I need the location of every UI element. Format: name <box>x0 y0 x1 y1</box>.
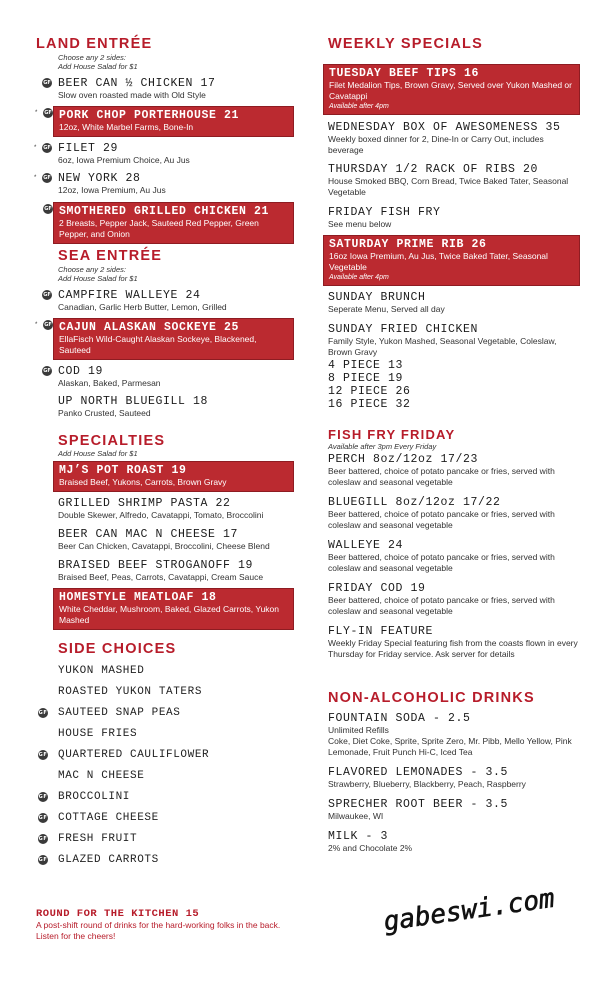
specialties-section <box>36 433 294 630</box>
item-desc: Beer battered, choice of potato pancake or fries, served with coleslaw and seasonal vegetable <box>328 552 555 573</box>
side-item <box>38 854 294 867</box>
drinks-title: NON-ALCOHOLIC DRINKS <box>328 690 535 706</box>
drinks-section <box>328 690 580 854</box>
fish-fry-section <box>328 427 580 660</box>
side-item-label: FRESH FRUIT <box>58 833 138 845</box>
item-desc: Beer battered, choice of potato pancake or fries, served with coleslaw and seasonal vegetable <box>328 466 555 487</box>
right-column <box>326 36 580 854</box>
menu-item <box>43 289 294 313</box>
side-choices-section <box>36 641 294 867</box>
menu-item <box>328 798 580 822</box>
item-name: FRIDAY FISH FRY <box>328 206 441 219</box>
menu-item <box>328 539 580 574</box>
item-desc: 12oz, Iowa Premium, Au Jus <box>58 185 166 195</box>
item-name: UP NORTH BLUEGILL 18 <box>58 395 209 408</box>
item-desc: Panko Crusted, Sauteed <box>58 408 151 418</box>
gluten-free-icon: GF <box>43 80 51 86</box>
item-desc: Double Skewer, Alfredo, Cavatappi, Tomato, Broccolini <box>58 510 264 520</box>
side-item: YUKON MASHED <box>58 665 145 677</box>
land-note-salad: Add House Salad for $1 <box>58 62 138 71</box>
item-desc: Weekly Friday Special featuring fish from the coasts flown in every Thursday for Friday service. Ask server for details <box>328 638 578 659</box>
fish-fry-note: Available after 3pm Every Friday <box>328 442 437 451</box>
item-name: SPRECHER ROOT BEER - 3.5 <box>328 798 509 811</box>
item-desc: Canadian, Garlic Herb Butter, Lemon, Grilled <box>58 302 227 312</box>
item-desc: Family Style, Yukon Mashed, Seasonal Vegetable, Coleslaw, Brown Gravy <box>328 336 557 357</box>
menu-item <box>328 453 580 488</box>
item-name: TUESDAY BEEF TIPS 16 <box>329 67 480 80</box>
gluten-free-icon: GF <box>43 368 51 374</box>
left-column <box>36 36 294 867</box>
item-name: FILET 29 <box>58 142 119 155</box>
item-name: BEER CAN ½ CHICKEN 17 <box>58 77 216 90</box>
item-desc: Beer Can Chicken, Cavatappi, Broccolini, Cheese Blend <box>58 541 270 551</box>
menu-item-featured <box>323 64 580 115</box>
menu-item-featured <box>53 461 294 492</box>
menu-item <box>58 497 294 521</box>
piece-option: 16 PIECE 32 <box>328 398 411 411</box>
item-desc: Milwaukee, WI <box>328 811 384 821</box>
gluten-free-icon: GF <box>43 175 51 181</box>
gluten-free-icon: GF <box>38 857 48 863</box>
land-note-sides: Choose any 2 sides: <box>58 53 126 62</box>
menu-item <box>328 121 580 156</box>
menu-item <box>328 830 580 854</box>
menu-item <box>328 206 580 230</box>
item-desc: 6oz, Iowa Premium Choice, Au Jus <box>58 155 190 165</box>
gluten-free-icon: GF <box>38 794 48 800</box>
item-name: CAJUN ALASKAN SOCKEYE 25 <box>59 321 240 334</box>
fish-fry-title: FISH FRY FRIDAY <box>328 427 456 442</box>
item-name: SATURDAY PRIME RIB 26 <box>329 238 487 251</box>
side-item <box>38 833 294 846</box>
item-name: PORK CHOP PORTERHOUSE 21 <box>59 109 240 122</box>
side-item <box>38 707 294 720</box>
item-desc: Beer battered, choice of potato pancake or fries, served with coleslaw and seasonal vegetable <box>328 509 555 530</box>
item-name: SMOTHERED GRILLED CHICKEN 21 <box>59 205 270 218</box>
kitchen-desc: A post-shift round of drinks for the hard-working folks in the back. Listen for the cheers! <box>36 920 281 941</box>
weekly-specials-section <box>326 36 580 411</box>
land-entree-title: LAND ENTRÉE <box>36 36 153 52</box>
menu-item <box>328 766 580 790</box>
menu-item-featured <box>323 235 580 286</box>
gluten-free-icon: GF <box>44 110 52 116</box>
item-desc: House Smoked BBQ, Corn Bread, Twice Baked Tater, Seasonal Vegetable <box>328 176 569 197</box>
side-item <box>38 749 294 762</box>
item-name: BLUEGILL 8oz/12oz 17/22 <box>328 496 501 509</box>
specialties-title: SPECIALTIES <box>58 433 166 449</box>
item-name: SUNDAY BRUNCH <box>328 291 426 304</box>
item-name: FLAVORED LEMONADES - 3.5 <box>328 766 509 779</box>
item-desc: See menu below <box>328 219 392 229</box>
item-name: FLY-IN FEATURE <box>328 625 434 638</box>
menu-item <box>34 142 294 166</box>
side-item: HOUSE FRIES <box>58 728 138 740</box>
gluten-free-icon: GF <box>38 836 48 842</box>
item-name: SUNDAY FRIED CHICKEN <box>328 323 479 336</box>
item-desc: 2% and Chocolate 2% <box>328 843 413 853</box>
sea-note-salad: Add House Salad for $1 <box>58 274 138 283</box>
item-desc: EllaFisch Wild-Caught Alaskan Sockeye, Blackened, Sauteed <box>59 334 257 355</box>
item-desc: 2 Breasts, Pepper Jack, Sauteed Red Pepper, Green Pepper, and Onion <box>59 218 259 239</box>
round-for-kitchen <box>36 908 286 942</box>
menu-item <box>328 323 580 358</box>
item-name: THURSDAY 1/2 RACK OF RIBS 20 <box>328 163 539 176</box>
gluten-free-icon: GF <box>38 752 48 758</box>
item-desc: Braised Beef, Peas, Carrots, Cavatappi, Cream Sauce <box>58 572 264 582</box>
menu-item <box>328 712 580 758</box>
menu-item <box>328 496 580 531</box>
side-item <box>38 791 294 804</box>
logo-text: gabeswi.com <box>381 883 557 938</box>
piece-option: 12 PIECE 26 <box>328 385 411 398</box>
star-icon: * <box>34 175 37 181</box>
item-desc: Weekly boxed dinner for 2, Dine-In or Carry Out, includes beverage <box>328 134 544 155</box>
menu-item-featured <box>35 318 294 360</box>
item-desc: Unlimited Refills <box>328 725 389 735</box>
menu-item <box>58 559 294 583</box>
item-desc: Alaskan, Baked, Parmesan <box>58 378 161 388</box>
side-item-label: COTTAGE CHEESE <box>58 812 159 824</box>
menu-item <box>43 365 294 389</box>
side-item-label: GLAZED CARROTS <box>58 854 159 866</box>
item-name: MILK - 3 <box>328 830 389 843</box>
item-desc-flavors: Coke, Diet Coke, Sprite, Sprite Zero, Mr. Pibb, Mello Yellow, Pink Lemonade, Fruit Punch Hi-C, Iced Tea <box>328 736 572 757</box>
item-desc: 12oz, White Marbel Farms, Bone-In <box>59 122 194 132</box>
weekly-specials-title: WEEKLY SPECIALS <box>328 36 483 52</box>
gluten-free-icon: GF <box>44 322 52 328</box>
gluten-free-icon: GF <box>38 710 48 716</box>
menu-item <box>58 528 294 552</box>
item-name: GRILLED SHRIMP PASTA 22 <box>58 497 231 510</box>
menu-item-featured <box>44 202 294 244</box>
menu-item <box>328 582 580 617</box>
land-entree-section <box>36 36 294 244</box>
side-item <box>38 812 294 825</box>
item-name: WALLEYE 24 <box>328 539 404 552</box>
menu-item <box>328 163 580 198</box>
gluten-free-icon: GF <box>43 145 51 151</box>
item-name: BRAISED BEEF STROGANOFF 19 <box>58 559 254 572</box>
menu-item-featured <box>53 588 294 630</box>
side-item: ROASTED YUKON TATERS <box>58 686 203 698</box>
item-name: BEER CAN MAC N CHEESE 17 <box>58 528 239 541</box>
star-icon: * <box>34 145 37 151</box>
item-desc: Strawberry, Blueberry, Blackberry, Peach, Raspberry <box>328 779 526 789</box>
menu-item <box>58 395 294 419</box>
item-desc: Braised Beef, Yukons, Carrots, Brown Gravy <box>59 477 227 487</box>
item-name: PERCH 8oz/12oz 17/23 <box>328 453 479 466</box>
item-name: FRIDAY COD 19 <box>328 582 426 595</box>
side-item-label: BROCCOLINI <box>58 791 131 803</box>
item-name: COD 19 <box>58 365 104 378</box>
star-icon: * <box>35 110 38 116</box>
star-icon: * <box>35 322 38 328</box>
item-desc: Filet Medalion Tips, Brown Gravy, Served over Yukon Mashed or Cavatappi <box>329 80 572 101</box>
gluten-free-icon: GF <box>44 206 52 212</box>
item-desc: Slow oven roasted made with Old Style <box>58 90 206 100</box>
item-name: CAMPFIRE WALLEYE 24 <box>58 289 201 302</box>
gluten-free-icon: GF <box>43 292 51 298</box>
menu-item <box>328 291 580 315</box>
item-desc: White Cheddar, Mushroom, Baked, Glazed Carrots, Yukon Mashed <box>59 604 280 625</box>
sea-entree-title: SEA ENTRÉE <box>58 248 163 264</box>
item-desc: Seperate Menu, Served all day <box>328 304 445 314</box>
item-name: NEW YORK 28 <box>58 172 141 185</box>
specialties-note: Add House Salad for $1 <box>58 449 138 458</box>
piece-option: 8 PIECE 19 <box>328 372 404 385</box>
item-note: Available after 4pm <box>329 103 389 110</box>
menu-item <box>34 172 294 196</box>
side-item-label: QUARTERED CAULIFLOWER <box>58 749 210 761</box>
menu-item <box>43 77 294 101</box>
item-desc: 16oz Iowa Premium, Au Jus, Twice Baked Tater, Seasonal Vegetable <box>329 251 548 272</box>
piece-option: 4 PIECE 13 <box>328 359 404 372</box>
gluten-free-icon: GF <box>38 815 48 821</box>
item-note: Available after 4pm <box>329 274 389 281</box>
sea-note-sides: Choose any 2 sides: <box>58 265 126 274</box>
menu-item <box>328 625 580 660</box>
item-name: FOUNTAIN SODA - 2.5 <box>328 712 471 725</box>
item-name: WEDNESDAY BOX OF AWESOMENESS 35 <box>328 121 561 134</box>
sea-entree-section <box>36 248 294 419</box>
gabeswi-logo <box>378 872 557 938</box>
side-item-label: SAUTEED SNAP PEAS <box>58 707 181 719</box>
kitchen-title: ROUND FOR THE KITCHEN 15 <box>36 908 200 920</box>
item-name: MJ’S POT ROAST 19 <box>59 464 187 477</box>
item-name: HOMESTYLE MEATLOAF 18 <box>59 591 217 604</box>
side-item: MAC N CHEESE <box>58 770 145 782</box>
side-choices-title: SIDE CHOICES <box>58 641 177 657</box>
item-desc: Beer battered, choice of potato pancake or fries, served with coleslaw and seasonal vegetable <box>328 595 555 616</box>
menu-item-featured <box>35 106 294 137</box>
